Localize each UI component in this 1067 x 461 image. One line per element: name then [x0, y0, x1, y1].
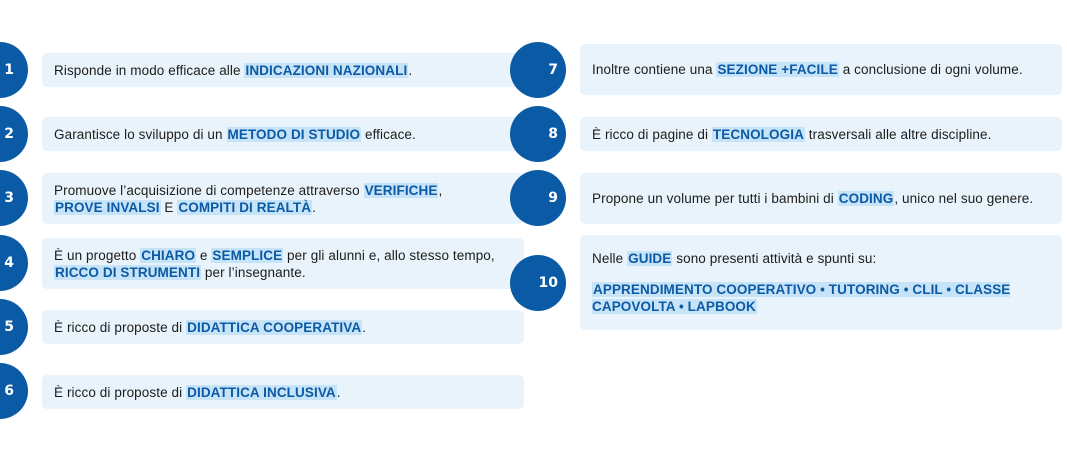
feature-card-1	[42, 53, 524, 87]
highlight-keyword: METODO DI STUDIO	[227, 126, 361, 142]
highlight-keyword: DIDATTICA COOPERATIVA	[187, 319, 362, 335]
feature-text-9: Propone un volume per tutti i bambini di CODING, unico nel suo genere.	[592, 191, 1034, 206]
feature-text-3: Promuove l’acquisizione di competenze attraverso VERIFICHE, PROVE INVALSI E COMPITI DI REALTÀ.	[54, 182, 443, 215]
feature-text-4: È un progetto CHIARO e SEMPLICE per gli alunni e, allo stesso tempo, RICCO DI STRUMENTI per l’insegnante.	[54, 247, 495, 280]
highlight-keyword: CODING	[838, 191, 894, 206]
highlight-keyword: APPRENDIMENTO COOPERATIVO • TUTORING • CLIL • CLASSE CAPOVOLTA • LAPBOOK	[592, 282, 1011, 314]
highlight-keyword: RICCO DI STRUMENTI	[55, 264, 201, 280]
feature-card-4	[42, 238, 524, 289]
methods-list	[592, 281, 1050, 315]
feature-card-3	[42, 173, 524, 224]
highlight-keyword: SEMPLICE	[212, 247, 283, 263]
number-badge-2: 2	[0, 106, 28, 162]
number-badge-1: 1	[0, 42, 28, 98]
feature-text-1: Risponde in modo efficace alle INDICAZIONI NAZIONALI.	[54, 62, 413, 78]
highlight-keyword: COMPITI DI REALTÀ	[178, 199, 312, 215]
number-badge-9: 9	[510, 170, 566, 226]
feature-text-10: Nelle GUIDE sono presenti attività e spunti su:	[592, 251, 877, 266]
highlight-keyword: PROVE INVALSI	[55, 199, 160, 215]
number-badge-7: 7	[510, 42, 566, 98]
highlight-keyword: DIDATTICA INCLUSIVA	[187, 384, 336, 400]
number-badge-5: 5	[0, 299, 28, 355]
highlight-keyword: VERIFICHE	[364, 182, 438, 198]
number-badge-3: 3	[0, 170, 28, 226]
highlight-keyword: SEZIONE +FACILE	[717, 62, 838, 77]
feature-text-7: Inoltre contiene una SEZIONE +FACILE a conclusione di ogni volume.	[592, 62, 1023, 77]
feature-card-9	[580, 173, 1062, 224]
feature-card-8	[580, 117, 1062, 151]
feature-card-7	[580, 44, 1062, 95]
feature-text-5: È ricco di proposte di DIDATTICA COOPERATIVA.	[54, 319, 367, 335]
highlight-keyword: CHIARO	[141, 247, 196, 263]
highlight-keyword: TECNOLOGIA	[712, 126, 804, 142]
highlight-keyword: GUIDE	[628, 251, 672, 266]
feature-card-6	[42, 375, 524, 409]
number-badge-6: 6	[0, 363, 28, 419]
feature-text-8: È ricco di pagine di TECNOLOGIA trasversali alle altre discipline.	[592, 126, 992, 142]
feature-card-2	[42, 117, 524, 151]
highlight-keyword: INDICAZIONI NAZIONALI	[245, 62, 408, 78]
feature-text-2: Garantisce lo sviluppo di un METODO DI STUDIO efficace.	[54, 126, 416, 142]
feature-card-5	[42, 310, 524, 344]
feature-text-6: È ricco di proposte di DIDATTICA INCLUSIVA.	[54, 384, 341, 400]
number-badge-8: 8	[510, 106, 566, 162]
number-badge-10: 10	[510, 255, 566, 311]
number-badge-4: 4	[0, 235, 28, 291]
feature-card-10	[580, 235, 1062, 330]
